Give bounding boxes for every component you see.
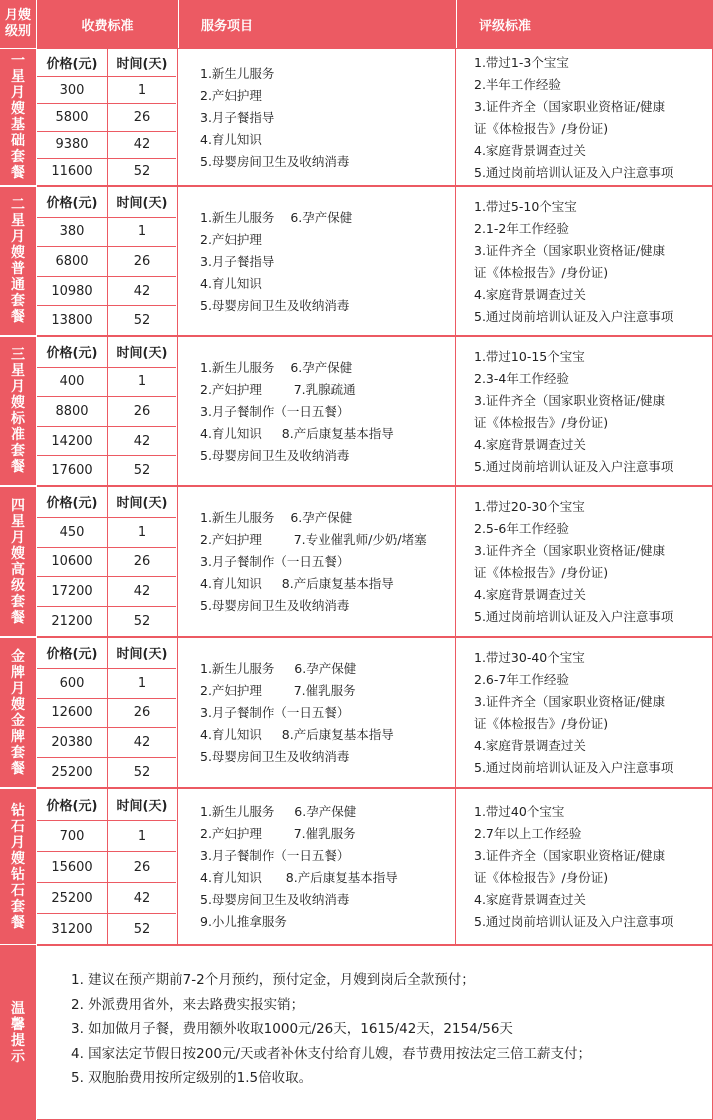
tip-item: 3. 如加做月子餐，费用额外收取1000元/26天，1615/42天，2154/56天 [71, 1021, 513, 1037]
tip-item: 4. 国家法定节假日按200元/天或者补休支付给育儿嫂，春节费用按法定三倍工薪支付； [71, 1045, 591, 1062]
rating-standard-cell [456, 486, 713, 637]
price-value: 600 [37, 669, 108, 698]
price-value: 700 [37, 821, 108, 851]
price-header: 价格(元) [37, 789, 108, 820]
package-name: 四星月嫂高级套餐 [11, 497, 25, 626]
service-item: 1.新生儿服务 6.孕产保健 [200, 209, 353, 225]
price-table [37, 486, 178, 637]
rating-standard-item: 1.带过1-3个宝宝 [474, 54, 569, 70]
days-header: 时间(天) [116, 647, 168, 663]
service-item: 5.母婴房间卫生及收纳消毒 [200, 892, 350, 907]
tips-label-cell [0, 945, 36, 1120]
price-header-row [37, 337, 176, 367]
price-row [37, 757, 176, 787]
service-item: 2.产妇护理 7.催乳服务 [200, 826, 356, 841]
price-value: 400 [37, 368, 108, 397]
price-value: 450 [37, 518, 108, 547]
service-item: 2.产妇护理 [200, 87, 262, 103]
price-header-row [37, 789, 176, 820]
price-value: 6800 [37, 247, 108, 276]
price-header: 价格(元) [37, 337, 108, 367]
package-name: 二星月嫂普通套餐 [11, 197, 25, 325]
price-table [37, 48, 178, 186]
rating-standard-item: 4.家庭背景调查过关 [474, 142, 586, 158]
price-header-row [37, 487, 176, 517]
days-value: 1 [137, 675, 147, 691]
rating-standard-item: 证《体检报告》/身份证) [474, 716, 609, 731]
service-item: 2.产妇护理 7.专业催乳师/少奶/堵塞 [200, 532, 427, 547]
days-value: 1 [137, 374, 147, 390]
price-value: 17200 [37, 577, 108, 606]
service-item: 5.母婴房间卫生及收纳消毒 [200, 153, 350, 169]
price-row [37, 426, 176, 456]
days-value: 42 [133, 433, 151, 449]
rating-standard-item: 4.家庭背景调查过关 [474, 436, 586, 452]
service-item: 5.母婴房间卫生及收纳消毒 [200, 297, 350, 313]
rating-standard-item: 2.1-2年工作经验 [474, 220, 569, 236]
days-value: 52 [133, 921, 151, 937]
rating-standard-item: 3.证件齐全（国家职业资格证/健康 [474, 98, 666, 114]
price-value: 5800 [37, 104, 108, 130]
service-item: 2.产妇护理 [200, 231, 262, 247]
service-list-cell [178, 336, 456, 486]
service-item: 3.月子餐指导 [200, 109, 275, 125]
price-table [37, 788, 178, 945]
price-value: 31200 [37, 914, 108, 944]
days-value: 1 [137, 224, 147, 240]
tip-item: 5. 双胞胎费用按所定级别的1.5倍收取。 [71, 1070, 313, 1086]
days-value: 42 [133, 735, 151, 751]
price-value: 12600 [37, 699, 108, 728]
days-value: 26 [133, 859, 151, 875]
days-header: 时间(天) [116, 196, 168, 212]
price-row [37, 76, 176, 103]
service-item: 3.月子餐制作（一日五餐） [200, 403, 350, 419]
rating-standard-item: 2.7年以上工作经验 [474, 826, 582, 841]
rating-standard-list [474, 801, 673, 933]
rating-standard-list [474, 496, 673, 628]
rating-standard-item: 3.证件齐全（国家职业资格证/健康 [474, 694, 666, 709]
price-row [37, 698, 176, 728]
service-item: 5.母婴房间卫生及收纳消毒 [200, 598, 350, 613]
rating-standard-item: 1.带过5-10个宝宝 [474, 198, 577, 214]
rating-standard-list [474, 647, 673, 779]
rating-standard-item: 1.带过10-15个宝宝 [474, 348, 585, 364]
price-row [37, 276, 176, 306]
price-table [37, 336, 178, 486]
service-item: 1.新生儿服务 6.孕产保健 [200, 804, 357, 819]
price-row [37, 131, 176, 158]
days-value: 26 [133, 705, 151, 721]
price-header: 价格(元) [37, 49, 108, 76]
price-value: 21200 [37, 607, 108, 636]
service-list [200, 207, 352, 317]
rating-standard-item: 2.5-6年工作经验 [474, 521, 569, 536]
package-name-cell [0, 487, 36, 636]
price-table [37, 186, 178, 336]
rating-standard-item: 5.通过岗前培训认证及入户注意事项 [474, 308, 674, 324]
service-list [200, 801, 398, 933]
price-row [37, 547, 176, 577]
price-header: 价格(元) [37, 487, 108, 517]
header-rating: 评级标准 [457, 0, 713, 48]
rating-standard-item: 5.通过岗前培训认证及入户注意事项 [474, 760, 674, 775]
package-name-cell [0, 49, 36, 185]
rating-standard-cell [456, 637, 713, 788]
rating-standard-item: 证《体检报告》/身份证) [474, 870, 609, 885]
days-header: 时间(天) [116, 799, 168, 814]
service-item: 3.月子餐制作（一日五餐） [200, 848, 350, 863]
price-value: 25200 [37, 883, 108, 913]
price-header: 价格(元) [37, 638, 108, 668]
days-value: 1 [137, 524, 147, 540]
days-value: 26 [133, 403, 151, 419]
price-value: 14200 [37, 427, 108, 456]
service-list [200, 63, 349, 173]
days-value: 26 [133, 554, 151, 570]
rating-standard-item: 证《体检报告》/身份证) [474, 120, 609, 136]
service-item: 4.育儿知识 [200, 131, 262, 147]
package-name-cell [0, 789, 36, 944]
days-value: 1 [137, 828, 147, 844]
service-item: 9.小儿推拿服务 [200, 914, 287, 929]
tip-item: 2. 外派费用省外，来去路费实报实销； [71, 996, 305, 1013]
price-row [37, 820, 176, 851]
service-item: 4.育儿知识 8.产后康复基本指导 [200, 425, 394, 441]
rating-standard-cell [456, 336, 713, 486]
price-header-row [37, 49, 176, 76]
days-value: 42 [133, 890, 151, 906]
price-value: 11600 [37, 159, 108, 185]
days-value: 42 [133, 137, 151, 153]
price-header-row [37, 187, 176, 217]
price-row [37, 103, 176, 130]
rating-standard-item: 2.半年工作经验 [474, 76, 561, 92]
service-item: 4.育儿知识 8.产后康复基本指导 [200, 870, 398, 885]
days-value: 26 [133, 109, 151, 125]
package-name-cell [0, 337, 36, 485]
rating-standard-item: 4.家庭背景调查过关 [474, 587, 586, 602]
price-row [37, 606, 176, 636]
service-item: 3.月子餐制作（一日五餐） [200, 705, 350, 720]
service-item: 1.新生儿服务 6.孕产保健 [200, 661, 357, 676]
service-list-cell [178, 637, 456, 788]
service-item: 1.新生儿服务 6.孕产保健 [200, 510, 353, 525]
rating-standard-item: 3.证件齐全（国家职业资格证/健康 [474, 543, 666, 558]
rating-standard-item: 证《体检报告》/身份证) [474, 264, 609, 280]
price-row [37, 455, 176, 485]
service-item: 1.新生儿服务 6.孕产保健 [200, 359, 353, 375]
price-row [37, 913, 176, 944]
rating-standard-item: 证《体检报告》/身份证) [474, 414, 609, 430]
days-value: 42 [133, 584, 151, 600]
tips-box [37, 945, 713, 1120]
service-list-cell [178, 788, 456, 945]
price-value: 15600 [37, 852, 108, 882]
price-value: 10980 [37, 277, 108, 306]
service-item: 5.母婴房间卫生及收纳消毒 [200, 749, 350, 764]
price-value: 380 [37, 218, 108, 247]
rating-standard-item: 3.证件齐全（国家职业资格证/健康 [474, 392, 666, 408]
package-name: 一星月嫂基础套餐 [11, 53, 25, 181]
days-value: 52 [133, 614, 151, 630]
price-row [37, 851, 176, 882]
package-name: 三星月嫂标准套餐 [11, 347, 25, 475]
header-level-label: 月嫂级别 [4, 8, 31, 39]
days-value: 52 [133, 765, 151, 781]
service-item: 1.新生儿服务 [200, 65, 275, 81]
rating-standard-item: 1.带过30-40个宝宝 [474, 650, 585, 665]
package-name: 金牌月嫂金牌套餐 [11, 648, 25, 777]
price-row [37, 727, 176, 757]
price-header-row [37, 638, 176, 668]
price-value: 20380 [37, 728, 108, 757]
rating-standard-item: 3.证件齐全（国家职业资格证/健康 [474, 848, 666, 863]
service-list [200, 357, 394, 467]
rating-standard-item: 5.通过岗前培训认证及入户注意事项 [474, 609, 674, 624]
price-row [37, 576, 176, 606]
service-item: 5.母婴房间卫生及收纳消毒 [200, 447, 350, 463]
service-item: 4.育儿知识 8.产后康复基本指导 [200, 727, 394, 742]
days-value: 1 [137, 82, 147, 98]
price-value: 25200 [37, 758, 108, 787]
days-value: 52 [133, 313, 151, 329]
service-list [200, 507, 427, 617]
rating-standard-list [474, 346, 673, 478]
service-list-cell [178, 48, 456, 186]
tips-list [71, 968, 591, 1091]
rating-standard-item: 证《体检报告》/身份证) [474, 565, 609, 580]
service-item: 2.产妇护理 7.乳腺疏通 [200, 381, 356, 397]
price-table [37, 637, 178, 788]
service-item: 3.月子餐制作（一日五餐） [200, 554, 350, 569]
service-item: 2.产妇护理 7.催乳服务 [200, 683, 356, 698]
price-value: 300 [37, 77, 108, 103]
price-value: 13800 [37, 306, 108, 335]
price-value: 8800 [37, 397, 108, 426]
rating-standard-cell [456, 48, 713, 186]
service-list-cell [178, 186, 456, 336]
rating-standard-item: 4.家庭背景调查过关 [474, 892, 586, 907]
price-row [37, 882, 176, 913]
price-value: 9380 [37, 132, 108, 158]
price-row [37, 217, 176, 247]
price-row [37, 158, 176, 185]
price-row [37, 396, 176, 426]
price-row [37, 668, 176, 698]
days-value: 26 [133, 253, 151, 269]
price-value: 17600 [37, 456, 108, 485]
days-header: 时间(天) [116, 346, 168, 362]
rating-standard-item: 1.带过20-30个宝宝 [474, 499, 585, 514]
rating-standard-item: 5.通过岗前培训认证及入户注意事项 [474, 914, 674, 929]
rating-standard-item: 1.带过40个宝宝 [474, 804, 565, 819]
package-name-cell [0, 638, 36, 787]
days-header: 时间(天) [116, 496, 168, 512]
service-item: 4.育儿知识 [200, 275, 262, 291]
package-name-cell [0, 187, 36, 335]
service-item: 3.月子餐指导 [200, 253, 275, 269]
rating-standard-list [474, 196, 673, 328]
price-row [37, 305, 176, 335]
header-level [0, 0, 36, 48]
price-row [37, 246, 176, 276]
rating-standard-item: 2.6-7年工作经验 [474, 672, 569, 687]
price-header: 价格(元) [37, 187, 108, 217]
tip-item: 1. 建议在预产期前7-2个月预约，预付定金，月嫂到岗后全款预付； [71, 972, 475, 988]
price-row [37, 517, 176, 547]
days-header: 时间(天) [116, 57, 168, 73]
rating-standard-item: 5.通过岗前培训认证及入户注意事项 [474, 458, 674, 474]
package-name: 钻石月嫂钻石套餐 [11, 802, 25, 931]
header-service: 服务项目 [179, 0, 456, 48]
rating-standard-item: 4.家庭背景调查过关 [474, 738, 586, 753]
rating-standard-cell [456, 788, 713, 945]
rating-standard-list [474, 52, 673, 184]
service-item: 4.育儿知识 8.产后康复基本指导 [200, 576, 394, 591]
rating-standard-item: 2.3-4年工作经验 [474, 370, 569, 386]
rating-standard-item: 3.证件齐全（国家职业资格证/健康 [474, 242, 666, 258]
price-row [37, 367, 176, 397]
days-value: 52 [133, 164, 151, 180]
price-value: 10600 [37, 548, 108, 577]
service-list-cell [178, 486, 456, 637]
rating-standard-item: 4.家庭背景调查过关 [474, 286, 586, 302]
tips-label: 温馨提示 [11, 1000, 25, 1065]
days-value: 52 [133, 463, 151, 479]
header-fee: 收费标准 [37, 0, 178, 48]
service-list [200, 658, 394, 768]
rating-standard-cell [456, 186, 713, 336]
days-value: 42 [133, 283, 151, 299]
rating-standard-item: 5.通过岗前培训认证及入户注意事项 [474, 164, 674, 180]
